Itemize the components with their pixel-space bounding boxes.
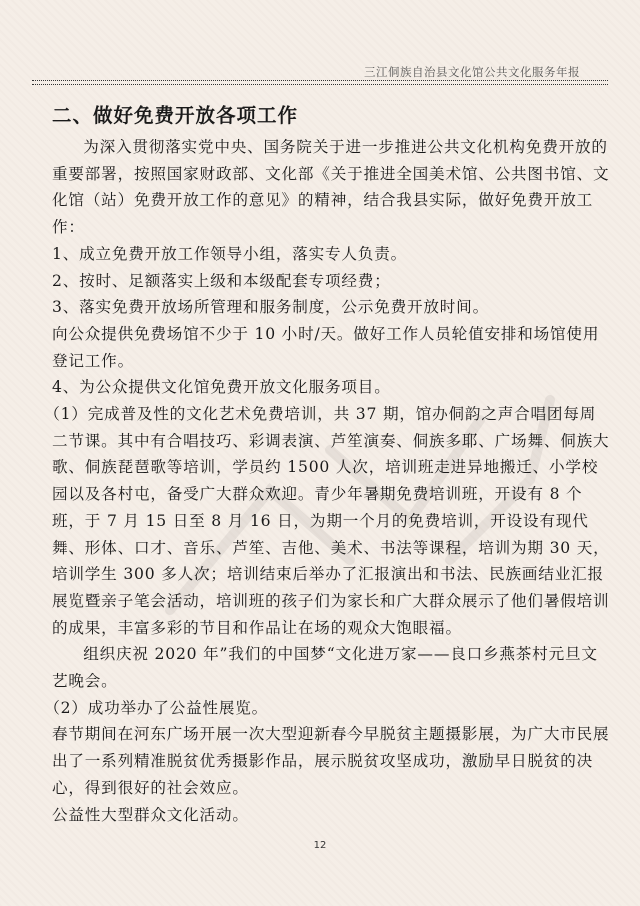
mass-activities-line: 公益性大型群众文化活动。 bbox=[52, 805, 249, 824]
list-item-3: 3、落实免费开放场所管理和服务制度，公示免费开放时间。 bbox=[52, 298, 489, 317]
list-item-2: 2、按时、足额落实上级和本级配套专项经费； bbox=[52, 271, 391, 290]
section-heading: 二、做好免费开放各项工作 bbox=[52, 104, 299, 127]
training-paragraph: （1）完成普及性的文化艺术免费培训，共 37 期，馆办侗韵之声合唱团每周二节课。其中有合唱技巧、彩调表演、芦笙演奏、侗族多耶、广场舞、侗族大歌、侗族琵琶歌等培训，学员约 1500 人次，培训班走进异地搬迁、小学校园以及各村屯，备受广大群众欢迎。青少年暑期免费培训班，开设有 8 个班，于 7 月 15 日至 8 月 16 日，为期一个月的免费培训，开设设有现代舞、形体、口才、音乐、芦笙、吉他、美术、书法等课程，培训为期 30 天，培训学生 300 多人次；培训结束后举办了汇报演出和书法、民族画结业汇报展览暨亲子笔会活动，培训班的孩子们为家长和广大群众展示了他们暑假培训的成果，丰富多彩的节目和作品让在场的观众大饱眼福。 bbox=[44, 405, 610, 637]
header-divider bbox=[32, 80, 608, 85]
list-item-1: 1、成立免费开放工作领导小组，落实专人负责。 bbox=[52, 244, 407, 263]
intro-paragraph: 为深入贯彻落实党中央、国务院关于进一步推进公共文化机构免费开放的重要部署，按照国家财政部、文化部《关于推进全国美术馆、公共图书馆、文化馆（站）免费开放工作的意见》的精神，结合我县实际，做好免费开放工作： bbox=[52, 138, 610, 237]
body-text bbox=[44, 134, 612, 828]
list-item-4: 4、为公众提供文化馆免费开放文化服务项目。 bbox=[52, 378, 391, 397]
running-header: 三江侗族自治县文化馆公共文化服务年报 bbox=[364, 65, 580, 79]
exhibition-paragraph: 春节期间在河东广场开展一次大型迎新春今早脱贫主题摄影展，为广大市民展出了一系列精准脱贫优秀摄影作品，展示脱贫攻坚成功，激励早日脱贫的决心，得到很好的社会效应。 bbox=[52, 725, 610, 797]
gala-paragraph: 组织庆祝 2020 年”我们的中国梦“文化进万家——良口乡燕茶村元旦文艺晚会。 bbox=[52, 645, 598, 691]
page-number: 12 bbox=[313, 840, 327, 851]
opening-hours-paragraph: 向公众提供免费场馆不少于 10 小时/天。做好工作人员轮值安排和场馆使用登记工作。 bbox=[52, 324, 600, 370]
exhibition-subheading: （2）成功举办了公益性展览。 bbox=[44, 698, 269, 717]
